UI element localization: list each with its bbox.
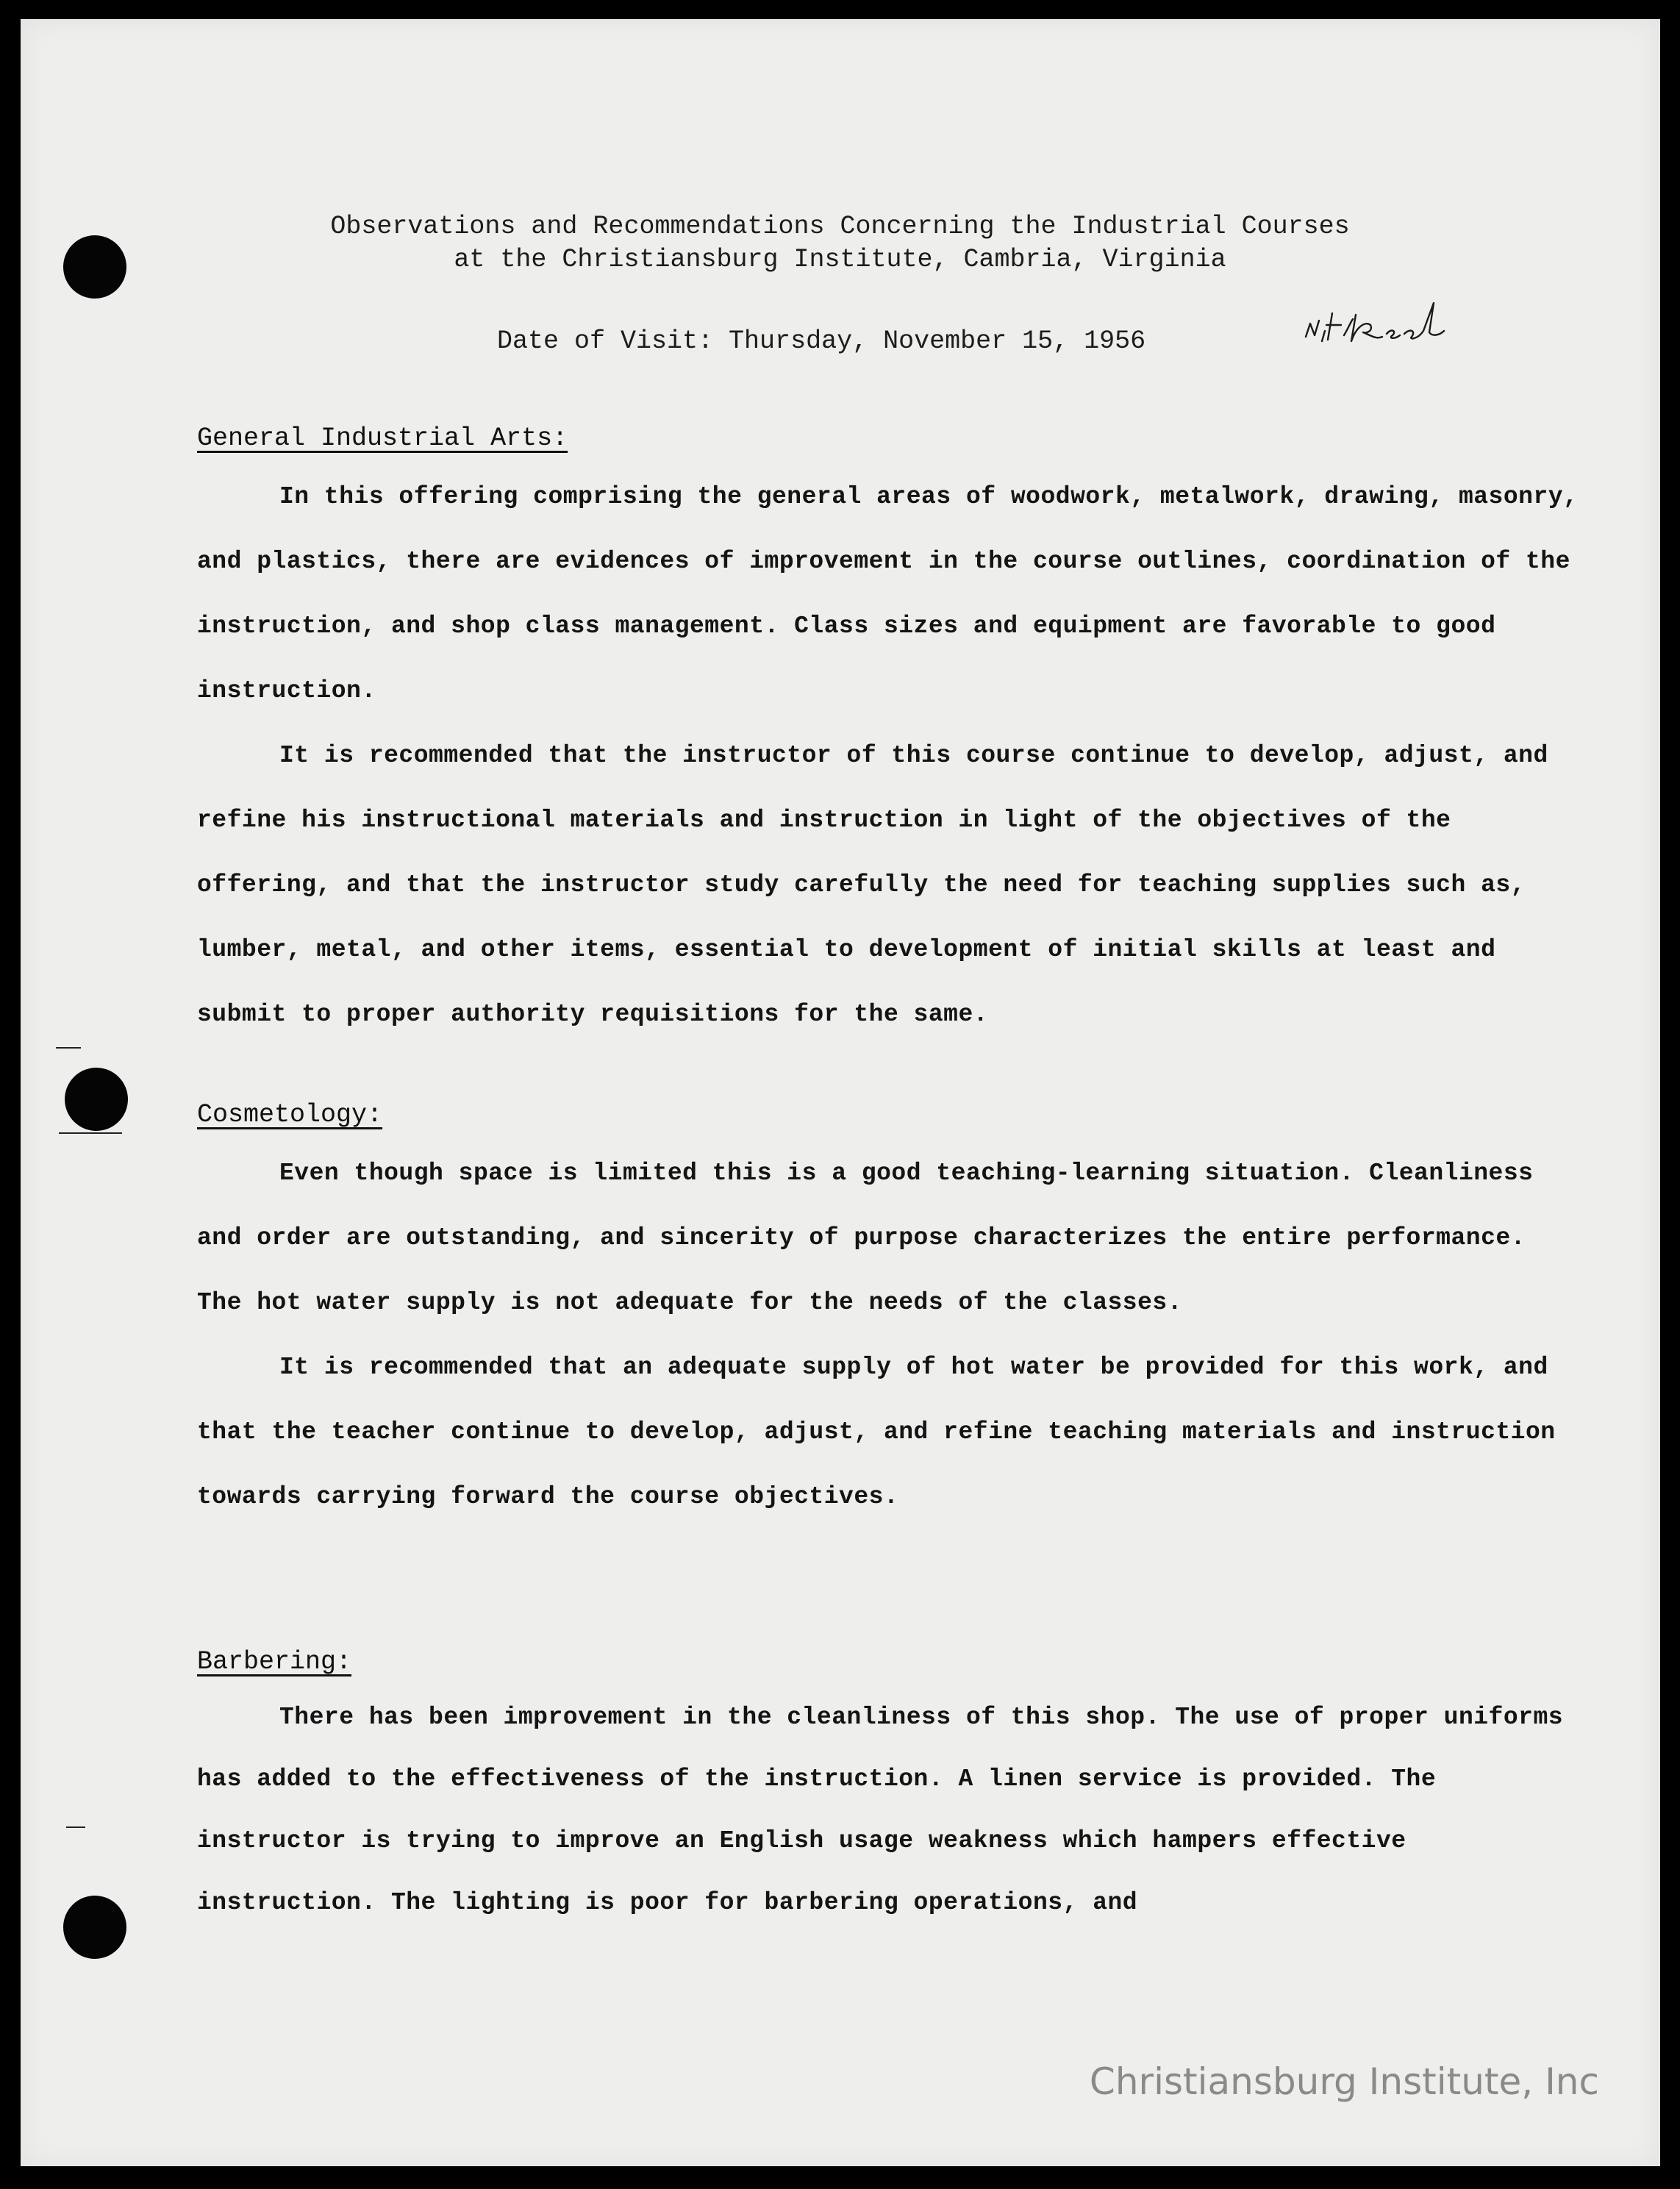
section-heading: Cosmetology: xyxy=(197,1100,383,1129)
punch-hole-middle xyxy=(65,1068,128,1131)
paragraph: In this offering comprising the general areas of woodwork, metalwork, drawing, masonry, and plastics, there are evidences of improvement in the course outlines, coordination of the instruction, and shop class management. Class sizes and equipment are favorable to good instruction. xyxy=(197,483,1579,704)
document-title xyxy=(0,210,1680,276)
section-cosmetology xyxy=(197,1100,1579,1529)
section-heading: General Industrial Arts: xyxy=(197,424,568,453)
section-general-industrial-arts xyxy=(197,424,1579,1047)
margin-tick xyxy=(59,1132,122,1134)
paragraph: Even though space is limited this is a good teaching-learning situation. Cleanliness and order are outstanding, and sincerity of purpose characterizes the entire performance. The hot water supply is not adequate for the needs of the classes. xyxy=(197,1160,1534,1316)
margin-tick xyxy=(56,1047,81,1049)
paragraph: It is recommended that an adequate supply of hot water be provided for this work, and that the teacher continue to develop, adjust, and refine teaching materials and instruction towards carrying forward the course objectives. xyxy=(197,1354,1556,1510)
visit-date: Date of Visit: Thursday, November 15, 1956 xyxy=(497,326,1146,356)
section-heading: Barbering: xyxy=(197,1647,352,1676)
section-barbering xyxy=(197,1647,1579,1934)
margin-tick xyxy=(66,1826,85,1828)
paragraph: It is recommended that the instructor of this course continue to develop, adjust, and refine his instructional materials and instruction in light of the objectives of the offering, and that the instructor study carefully the need for teaching supplies such as, lumber, metal, and other items, essential to development of initial skills at least and submit to proper authority requisitions for the same. xyxy=(197,742,1548,1028)
title-line-2: at the Christiansburg Institute, Cambria, Virginia xyxy=(454,245,1226,274)
watermark: Christiansburg Institute, Inc xyxy=(1089,2060,1599,2103)
title-line-1: Observations and Recommendations Concerning the Industrial Courses xyxy=(330,212,1350,241)
punch-hole-bottom xyxy=(63,1896,126,1959)
paragraph: There has been improvement in the cleanliness of this shop. The use of proper uniforms has added to the effectiveness of the instruction. A linen service is provided. The instructor is trying to improve an English usage weakness which hampers effective instruction. The lighting is poor for barbering operations, and xyxy=(197,1704,1564,1916)
handwritten-signature xyxy=(1300,299,1462,361)
